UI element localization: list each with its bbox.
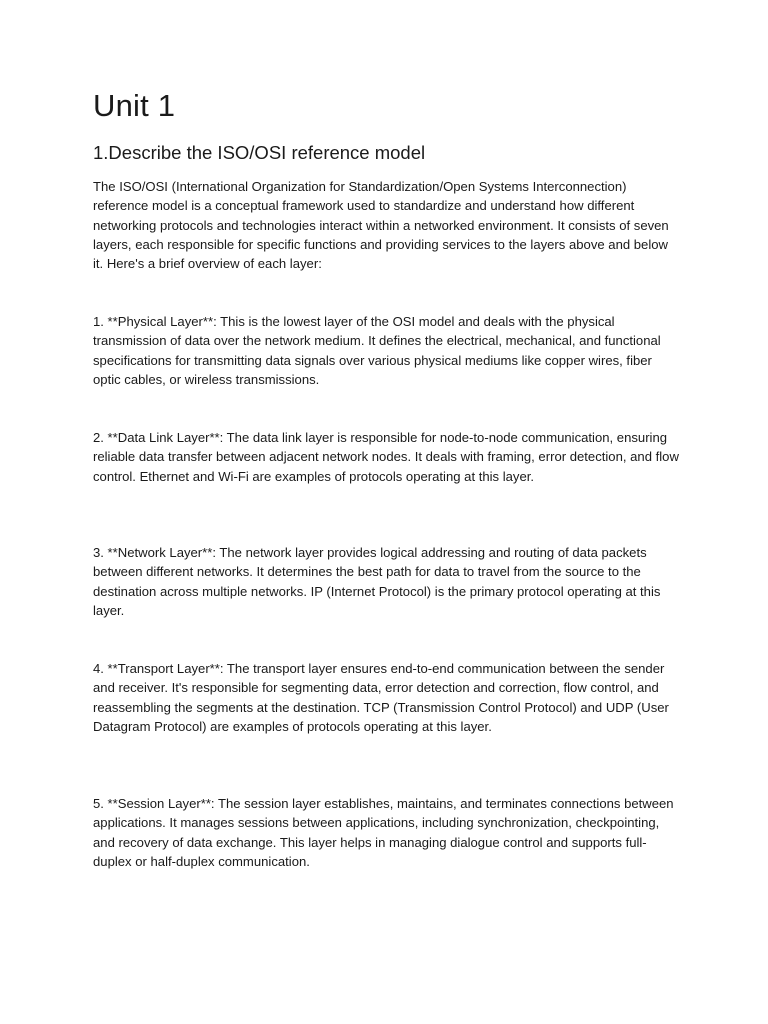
intro-paragraph: The ISO/OSI (International Organization for Standardization/Open Systems Interconnection) reference model is a conceptual framework used to standardize and understand how different networking protocols and technologies interact within a networked environment. It consists of seven layers, each responsible for specific functions and providing services to the layers above and below it. Here's a brief overview of each layer:: [93, 179, 669, 272]
page-title: Unit 1: [93, 88, 176, 123]
layer-paragraph-physical: 1. **Physical Layer**: This is the lowest layer of the OSI model and deals with the physical transmission of data over the network medium. It defines the electrical, mechanical, and functional specifications for transmitting data signals over various physical mediums like copper wires, fiber optic cables, or wireless transmissions.: [93, 314, 661, 387]
question-heading: 1.Describe the ISO/OSI reference model: [93, 142, 426, 163]
layer-paragraph-network: 3. **Network Layer**: The network layer provides logical addressing and routing of data packets between different networks. It determines the best path for data to travel from the source to the destination across multiple networks. IP (Internet Protocol) is the primary protocol operating at this layer.: [93, 545, 661, 618]
layer-paragraph-session: 5. **Session Layer**: The session layer establishes, maintains, and terminates connections between applications. It manages sessions between applications, including synchronization, checkpointing, and recovery of data exchange. This layer helps in managing dialogue control and supports full-duplex or half-duplex communication.: [93, 796, 674, 869]
layer-paragraph-transport: 4. **Transport Layer**: The transport layer ensures end-to-end communication between the sender and receiver. It's responsible for segmenting data, error detection and correction, flow control, and reassembling the segments at the destination. TCP (Transmission Control Protocol) and UDP (User Datagram Protocol) are examples of protocols operating at this layer.: [93, 661, 669, 734]
layer-paragraph-data-link: 2. **Data Link Layer**: The data link layer is responsible for node-to-node communication, ensuring reliable data transfer between adjacent network nodes. It deals with framing, error detection, and flow control. Ethernet and Wi-Fi are examples of protocols operating at this layer.: [93, 430, 679, 484]
